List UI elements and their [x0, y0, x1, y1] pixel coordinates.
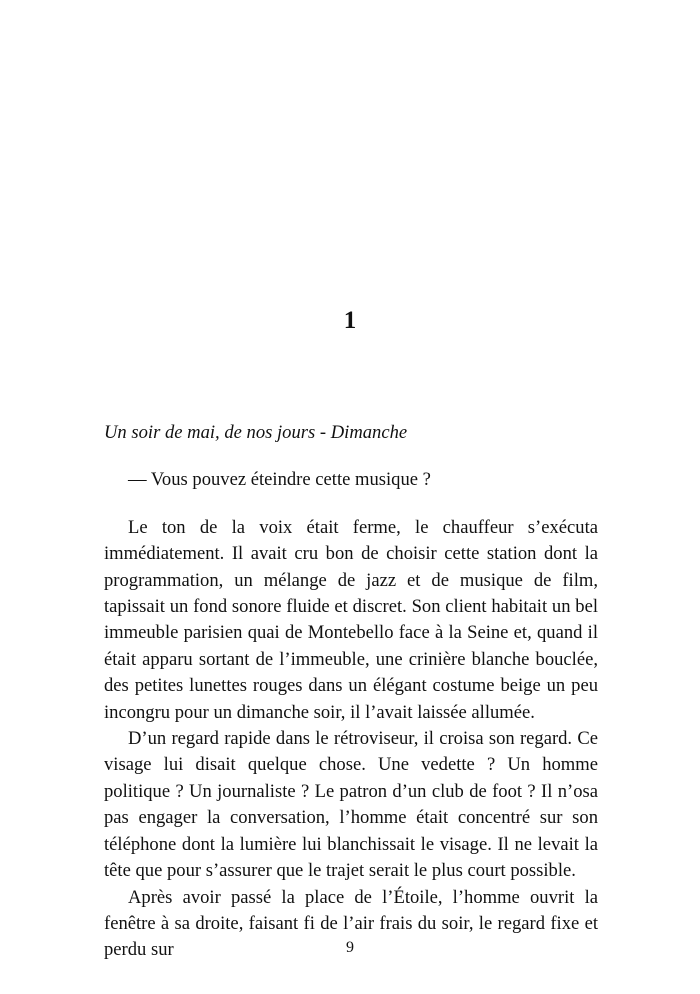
paragraph-3: Après avoir passé la place de l’Étoile, l’homme ouvrit la fenêtre à sa droite, faisant fi de l’air frais du soir, le regard fixe et perdu sur [104, 886, 598, 961]
paragraph-2: D’un regard rapide dans le rétroviseur, il croisa son regard. Ce visage lui disait quelque chose. Une vedette ? Un homme politique ? Un journaliste ? Le patron d’un club de foot ? Il n’osa pas engager la conversation, l’homme était concentré sur son téléphone dont la lumière lui blanchissait le visage. Il ne levait la tête que pour s’assurer que le trajet serait le plus court possible. [104, 728, 598, 882]
dialogue-line: — Vous pouvez éteindre cette musique ? [128, 469, 431, 491]
paragraph-1: Le ton de la voix était ferme, le chauffeur s’exécuta immédiatement. Il avait cru bon de choisir cette station dont la programmation, un mélange de jazz et de musique de film, tapissait un fond sonore fluide et discret. Son client habitait un bel immeuble parisien quai de Montebello face à la Seine et, quand il était apparu sortant de l’immeuble, une crinière blanche bouclée, des petites lunettes rouges dans un élégant costume beige un peu incongru pour un dimanche soir, il l’avait laissée allumée. [104, 516, 598, 723]
page-number: 9 [346, 939, 354, 956]
chapter-epigraph: Un soir de mai, de nos jours - Dimanche [104, 422, 408, 443]
chapter-number: 1 [343, 307, 357, 334]
chapter-body [104, 420, 598, 964]
